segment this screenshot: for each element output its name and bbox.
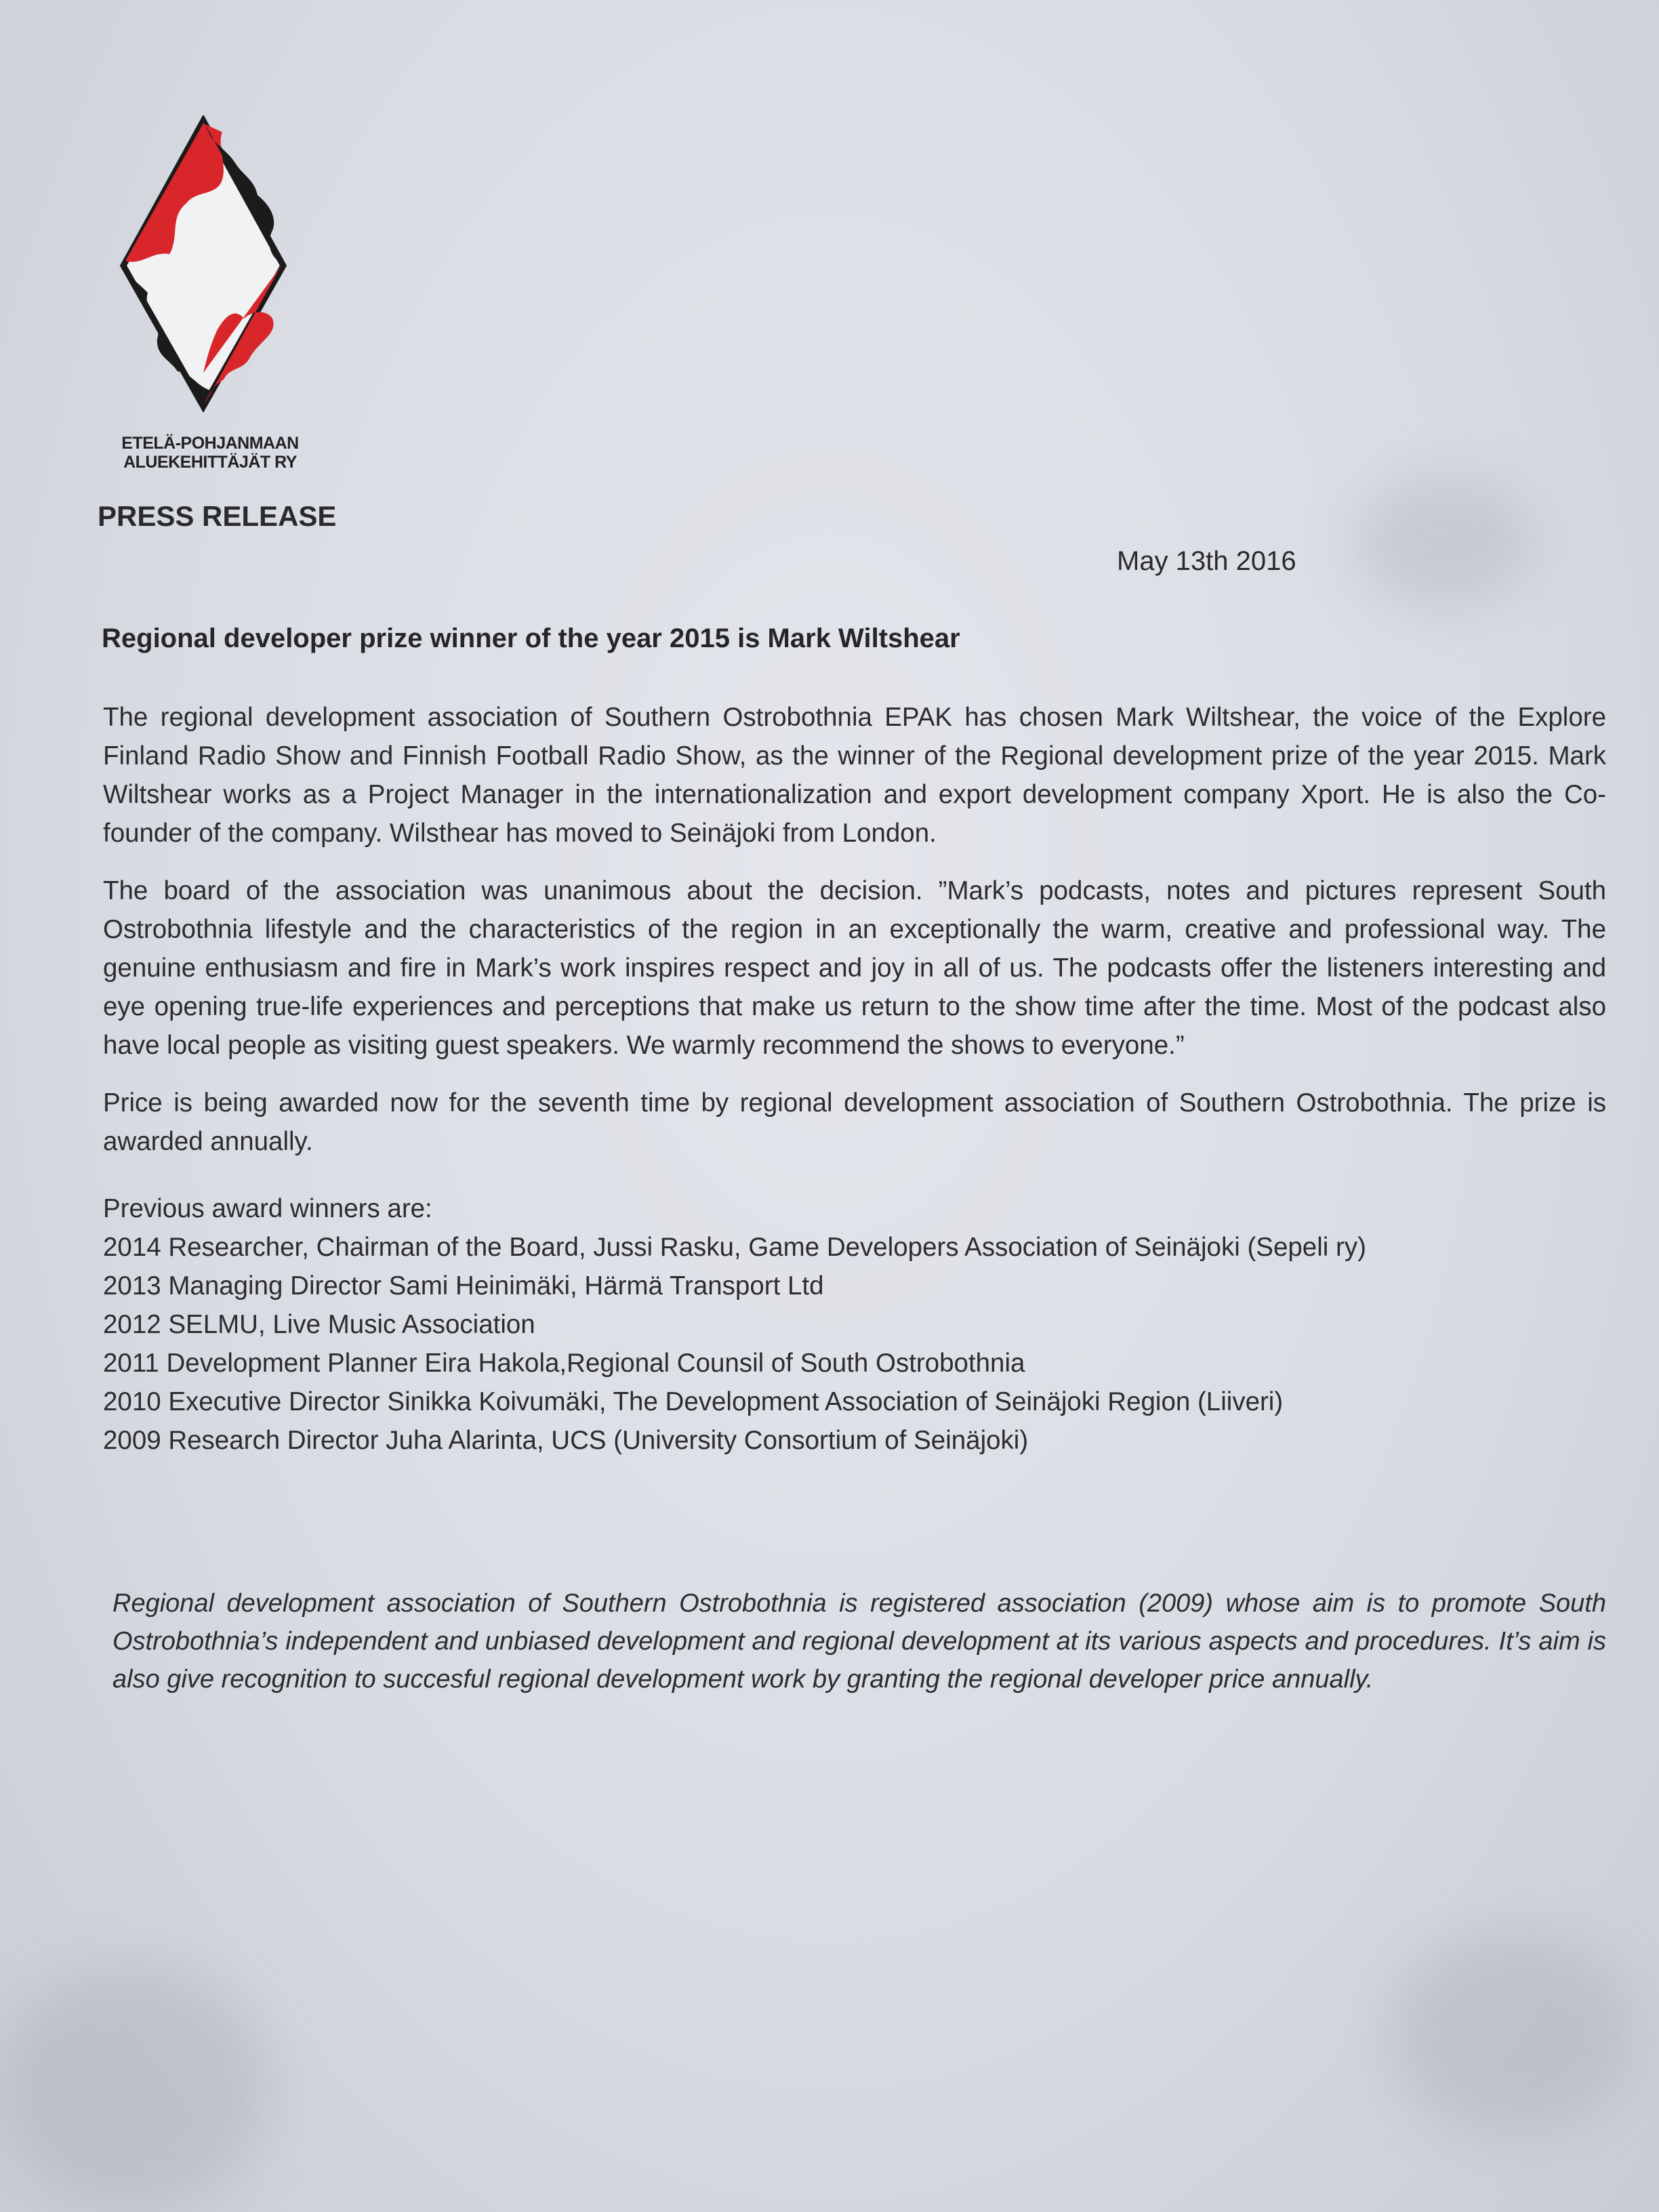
winner-item: 2014 Researcher, Chairman of the Board, Jussi Rasku, Game Developers Association of Seinäjoki (Sepeli ry): [103, 1233, 1366, 1262]
release-date: May 13th 2016: [1117, 546, 1296, 576]
about-association: Regional development association of Southern Ostrobothnia is registered association (2009) whose aim is to promote South Ostrobothnia’s independent and unbiased development and regional development at its various aspects and procedures. It’s aim is also give recognition to succesful regional development work by granting the regional developer price annually.: [112, 1589, 1606, 1694]
paragraph-3: Price is being awarded now for the seventh time by regional development association of Southern Ostrobothnia. The prize is awarded annually.: [103, 1088, 1606, 1156]
paragraph-2: The board of the association was unanimous about the decision. ”Mark’s podcasts, notes and pictures represent South Ostrobothnia lifestyle and the characteristics of the region in an exceptionally the warm, creative and professional way. The genuine enthusiasm and fire in Mark’s work inspires respect and joy in all of us. The podcasts offer the listeners interesting and eye opening true-life experiences and perceptions that make us return to the show time after the time. Most of the podcast also have local people as visiting guest speakers. We warmly recommend the shows to everyone.”: [103, 876, 1606, 1060]
paragraph-1: The regional development association of Southern Ostrobothnia EPAK has chosen Mark Wiltshear, the voice of the Explore Finland Radio Show and Finnish Football Radio Show, as the winner of the Regional development prize of the year 2015. Mark Wiltshear works as a Project Manager in the internationalization and export development company Xport. He is also the Co-founder of the company. Wilsthear has moved to Seinäjoki from London.: [103, 703, 1606, 848]
winners-title: Previous award winners are:: [103, 1194, 432, 1223]
paper-shadow: [0, 1965, 271, 2209]
organization-name-line2: ALUEKEHITTÄJÄT RY: [123, 453, 297, 472]
association-logo-icon: [115, 115, 291, 413]
winner-item: 2013 Managing Director Sami Heinimäki, Härmä Transport Ltd: [103, 1271, 824, 1300]
winner-item: 2012 SELMU, Live Music Association: [103, 1310, 535, 1339]
winner-item: 2010 Executive Director Sinikka Koivumäki, The Development Association of Seinäjoki Region (Liiveri): [103, 1387, 1284, 1416]
document-type-label: PRESS RELEASE: [98, 500, 337, 532]
headline: Regional developer prize winner of the year 2015 is Mark Wiltshear: [102, 623, 960, 653]
winner-item: 2011 Development Planner Eira Hakola,Regional Counsil of South Ostrobothnia: [103, 1349, 1025, 1378]
organization-name: [102, 434, 319, 472]
paper-shadow: [1355, 474, 1532, 610]
winner-item: 2009 Research Director Juha Alarinta, UCS (University Consortium of Seinäjoki): [103, 1426, 1029, 1455]
paper-shadow: [1389, 1931, 1633, 2135]
organization-name-line1: ETELÄ-POHJANMAAN: [121, 434, 299, 453]
body-text: [103, 698, 1606, 1460]
